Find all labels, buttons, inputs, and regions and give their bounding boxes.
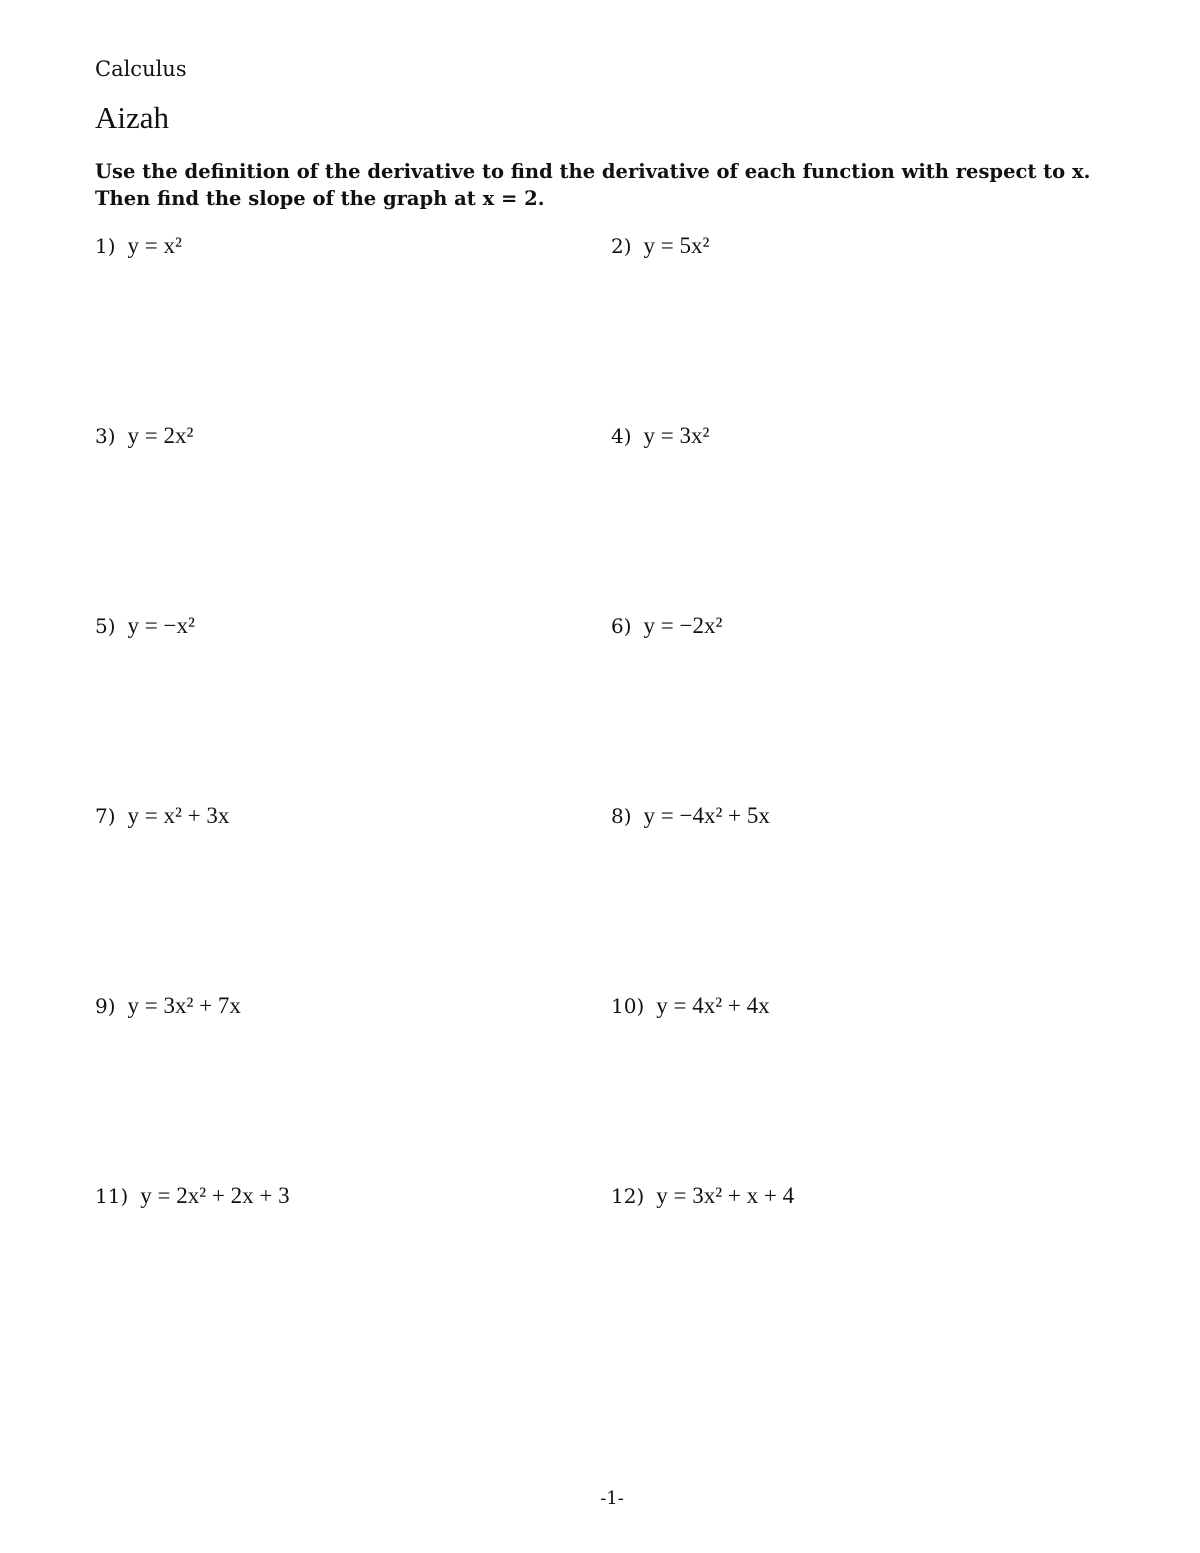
problem-10 <box>611 993 770 1019</box>
problem-equation: y = −2x² <box>643 613 723 638</box>
problem-9 <box>95 993 241 1019</box>
instructions-line-1: Use the definition of the derivative to find the derivative of each function with respect to x. <box>95 160 1091 183</box>
problem-equation: y = 5x² <box>643 233 710 258</box>
problem-number: 6) <box>611 614 632 638</box>
problem-2 <box>611 233 709 259</box>
problem-number: 10) <box>611 994 645 1018</box>
problem-equation: y = 4x² + 4x <box>656 993 770 1018</box>
problem-4 <box>611 423 709 449</box>
problem-number: 7) <box>95 804 116 828</box>
instructions-line-2: Then find the slope of the graph at x = 2. <box>95 187 545 210</box>
problem-equation: y = −4x² + 5x <box>643 803 770 828</box>
problem-equation: y = 3x² <box>643 423 710 448</box>
problem-equation: y = 3x² + 7x <box>127 993 241 1018</box>
problem-number: 3) <box>95 424 116 448</box>
problem-number: 8) <box>611 804 632 828</box>
problem-equation: y = 2x² + 2x + 3 <box>140 1183 290 1208</box>
problem-number: 9) <box>95 994 116 1018</box>
problem-number: 11) <box>95 1184 129 1208</box>
problem-number: 4) <box>611 424 632 448</box>
subject-title: Calculus <box>95 57 187 81</box>
problem-equation: y = x² <box>127 233 182 258</box>
problem-5 <box>95 613 195 639</box>
student-name: Aizah <box>95 100 170 135</box>
problem-number: 1) <box>95 234 116 258</box>
instructions <box>95 158 1135 212</box>
problem-equation: y = 3x² + x + 4 <box>656 1183 795 1208</box>
problem-7 <box>95 803 229 829</box>
problem-11 <box>95 1183 290 1209</box>
problem-equation: y = 2x² <box>127 423 194 448</box>
problem-equation: y = x² + 3x <box>127 803 230 828</box>
problem-number: 2) <box>611 234 632 258</box>
problem-8 <box>611 803 770 829</box>
page-number: -1- <box>600 1488 624 1509</box>
problem-12 <box>611 1183 794 1209</box>
problem-number: 12) <box>611 1184 645 1208</box>
problem-number: 5) <box>95 614 116 638</box>
problem-6 <box>611 613 722 639</box>
problem-1 <box>95 233 182 259</box>
problem-equation: y = −x² <box>127 613 195 638</box>
problem-3 <box>95 423 193 449</box>
